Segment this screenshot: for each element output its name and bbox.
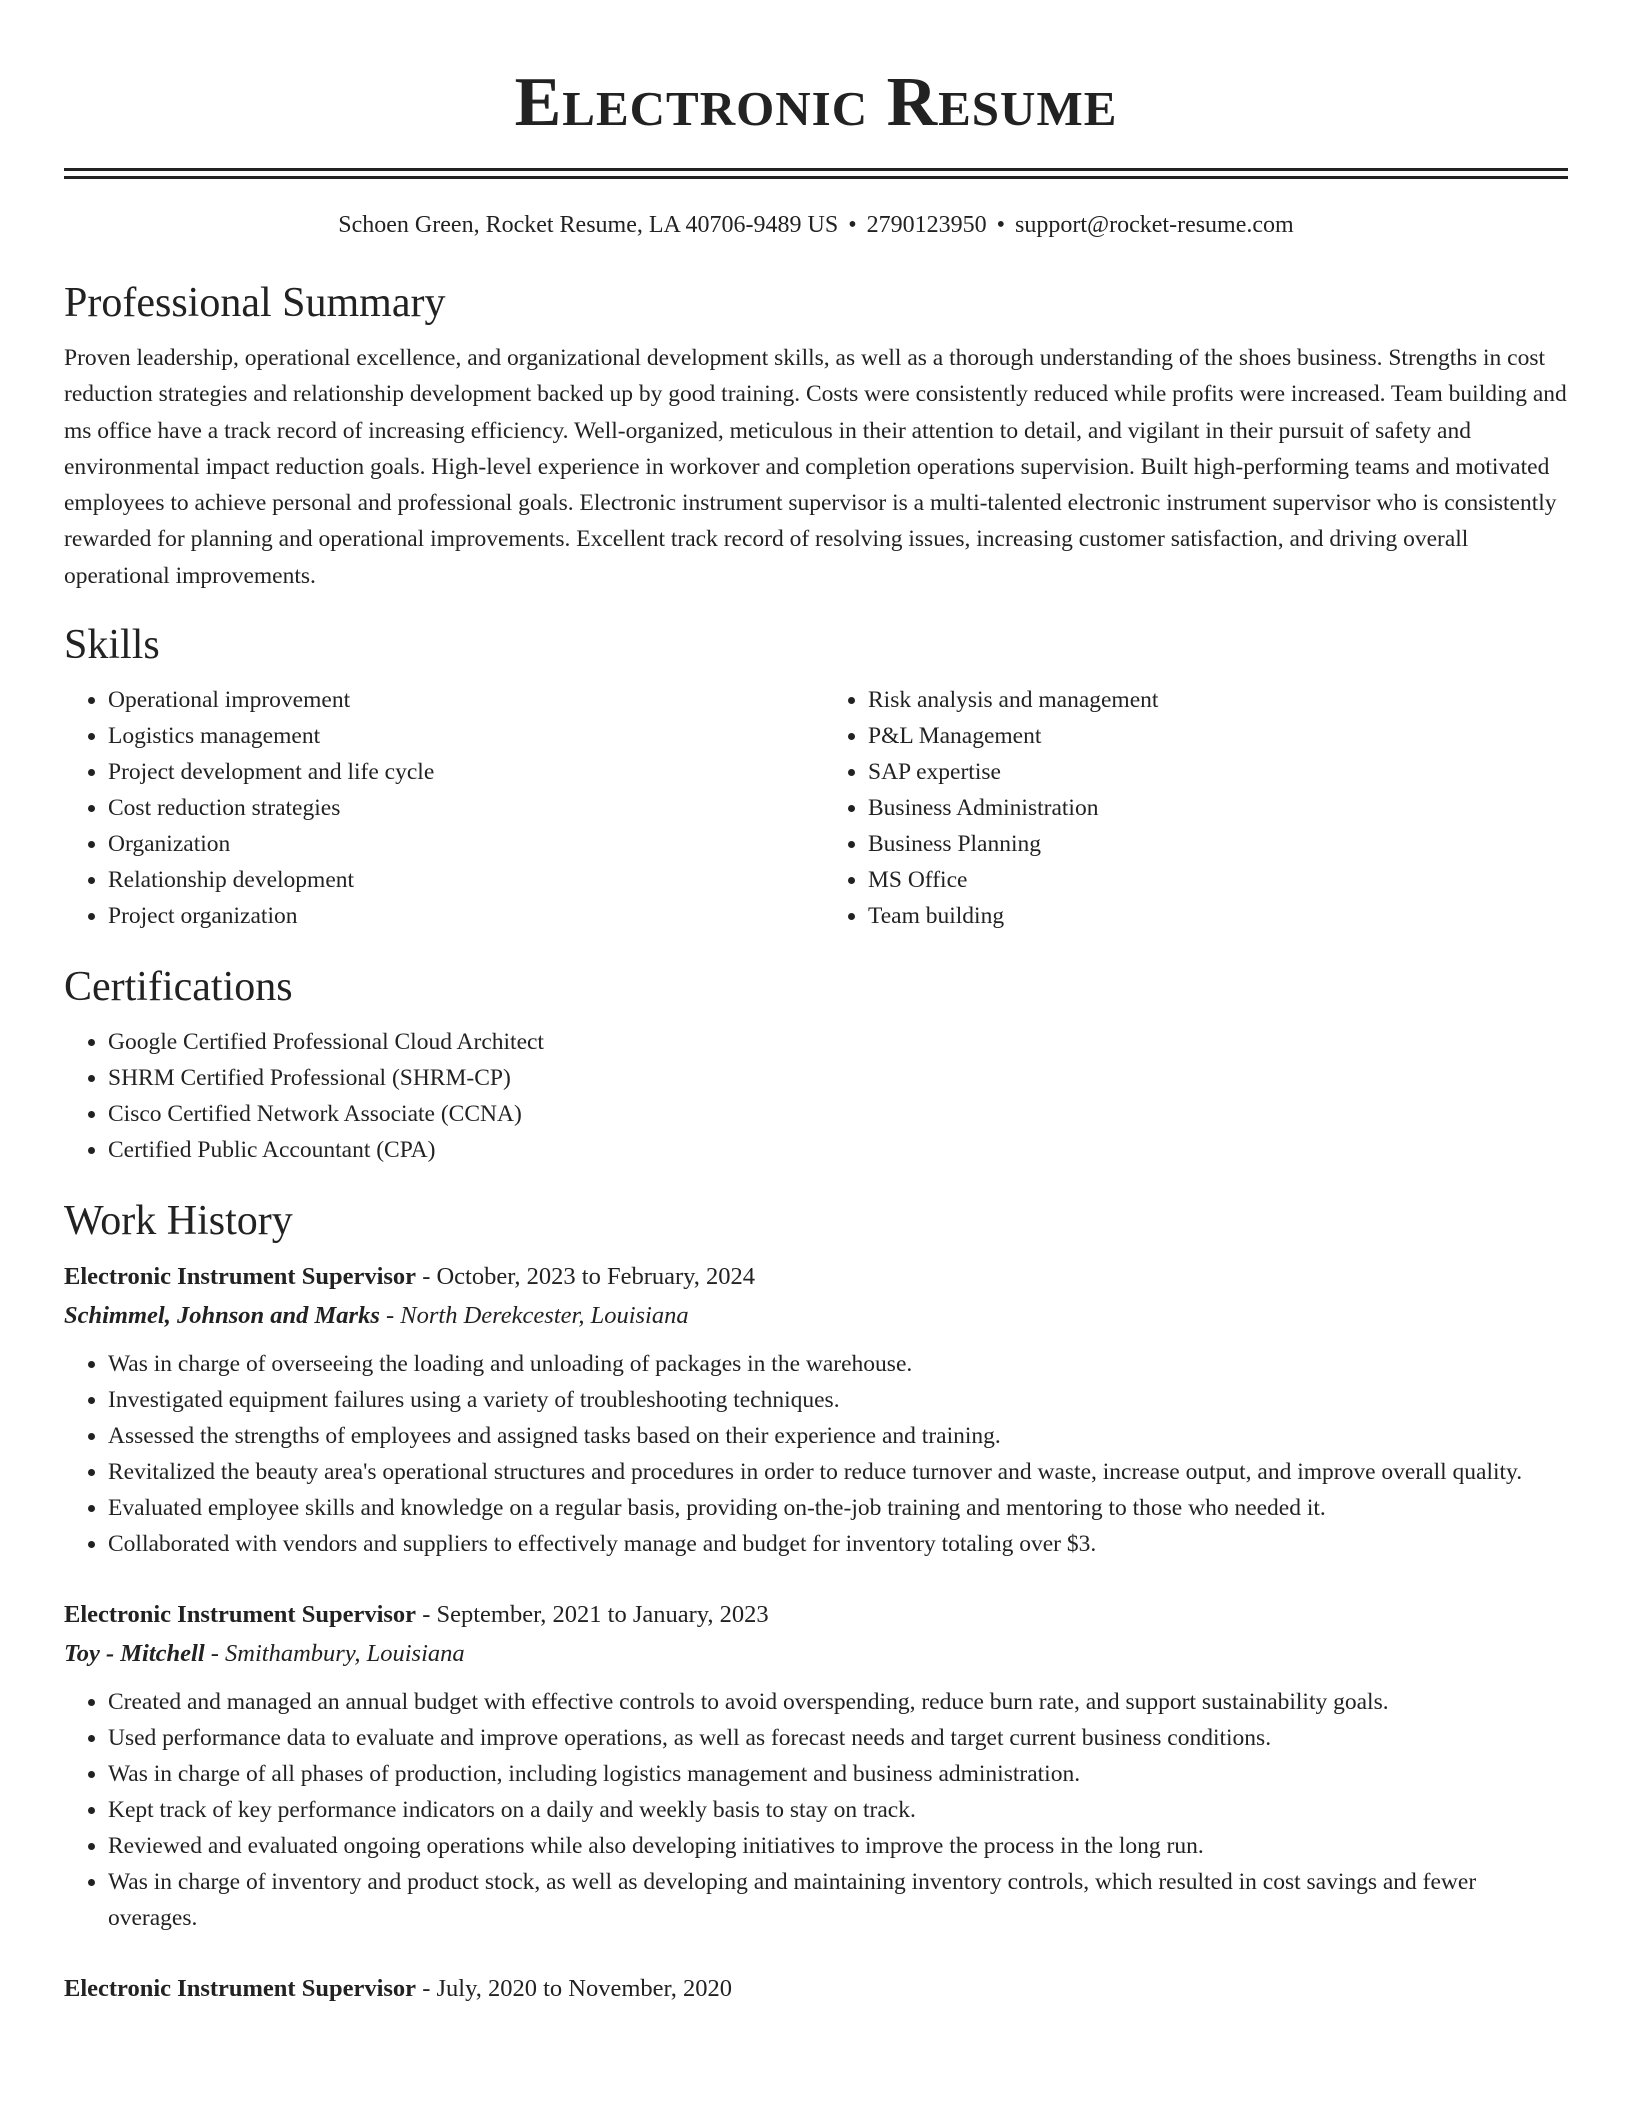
- job-duty: • Reviewed and evaluated ongoing operations while also developing initiatives to improve the process in the long run.: [108, 1828, 1568, 1864]
- job-title: Electronic Instrument Supervisor: [64, 1263, 417, 1291]
- job-duty: • Revitalized the beauty area's operational structures and procedures in order to reduce turnover and waste, increase output, and improve overall quality.: [108, 1454, 1568, 1490]
- skill-item: • Project organization: [108, 898, 816, 934]
- professional-summary-section: [64, 278, 1568, 594]
- job-duty: • Assessed the strengths of employees and assigned tasks based on their experience and training.: [108, 1418, 1568, 1454]
- skill-item: • Project development and life cycle: [108, 754, 816, 790]
- skill-item: • Business Planning: [868, 826, 1568, 862]
- job-title: Electronic Instrument Supervisor: [64, 1975, 417, 2003]
- job-entry: [64, 1970, 1568, 2008]
- job-duty: • Was in charge of all phases of production, including logistics management and business administration.: [108, 1756, 1568, 1792]
- certification-item: • SHRM Certified Professional (SHRM-CP): [108, 1060, 1568, 1096]
- skill-item: • MS Office: [868, 862, 1568, 898]
- skill-item: • Relationship development: [108, 862, 816, 898]
- work-history-section: [64, 1196, 1568, 2008]
- job-duty: • Investigated equipment failures using a variety of troubleshooting techniques.: [108, 1382, 1568, 1418]
- certification-item: • Certified Public Accountant (CPA): [108, 1132, 1568, 1168]
- job-duty: • Was in charge of inventory and product stock, as well as developing and maintaining inventory controls, which resulted in cost savings and fewer overages.: [108, 1864, 1568, 1936]
- job-dates: - October, 2023 to February, 2024: [422, 1263, 756, 1291]
- certifications-section: [64, 962, 1568, 1168]
- skills-grid: [64, 682, 1568, 934]
- contact-phone: 2790123950: [866, 212, 987, 238]
- skill-item: • Risk analysis and management: [868, 682, 1568, 718]
- skills-list-left: [64, 682, 816, 934]
- job-title-line: [64, 1596, 1568, 1634]
- section-heading: Work History: [64, 1198, 293, 1245]
- skill-item: • Cost reduction strategies: [108, 790, 816, 826]
- skill-item: • Organization: [108, 826, 816, 862]
- section-heading: Skills: [64, 622, 160, 669]
- contact-separator: •: [848, 212, 857, 238]
- skill-item: • SAP expertise: [868, 754, 1568, 790]
- title-double-rule: [64, 168, 1568, 179]
- contact-email: support@rocket-resume.com: [1015, 212, 1294, 238]
- section-heading: Certifications: [64, 964, 293, 1011]
- job-duties-list: [64, 1684, 1568, 1936]
- certification-item: • Google Certified Professional Cloud Architect: [108, 1024, 1568, 1060]
- job-duty: • Evaluated employee skills and knowledge on a regular basis, providing on-the-job training and mentoring to those who needed it.: [108, 1490, 1568, 1526]
- job-company-line: [64, 1296, 1568, 1336]
- skills-list-right: [816, 682, 1568, 934]
- contact-address: Schoen Green, Rocket Resume, LA 40706-9489 US: [338, 212, 839, 238]
- contact-line: [64, 210, 1568, 240]
- job-company-line: [64, 1634, 1568, 1674]
- job-title-line: [64, 1970, 1568, 2008]
- job-duty: • Kept track of key performance indicators on a daily and weekly basis to stay on track.: [108, 1792, 1568, 1828]
- job-duties-list: [64, 1346, 1568, 1562]
- job-company: Schimmel, Johnson and Marks: [64, 1302, 380, 1330]
- section-heading: Professional Summary: [64, 280, 446, 326]
- job-entry: [64, 1596, 1568, 1936]
- job-location: - North Derekcester, Louisiana: [386, 1302, 689, 1330]
- job-dates: - July, 2020 to November, 2020: [422, 1975, 732, 2003]
- job-duty: • Was in charge of overseeing the loading and unloading of packages in the warehouse.: [108, 1346, 1568, 1382]
- summary-text: Proven leadership, operational excellence, and organizational development skills, as well as a thorough understanding of the shoes business. Strengths in cost reduction strategies and relationship development backed up by good training. Costs were consistently reduced while profits were increased. Team building and ms office have a track record of increasing efficiency. Well-organized, meticulous in their attention to detail, and vigilant in their pursuit of safety and environmental impact reduction goals. High-level experience in workover and completion operations supervision. Built high-performing teams and motivated employees to achieve personal and professional goals. Electronic instrument supervisor is a multi-talented electronic instrument supervisor who is consistently rewarded for planning and operational improvements. Excellent track record of resolving issues, increasing customer satisfaction, and driving overall operational improvements.: [64, 345, 1567, 589]
- job-title-line: [64, 1258, 1568, 1296]
- job-company: Toy - Mitchell: [64, 1640, 205, 1668]
- skills-section: [64, 620, 1568, 934]
- skill-item: • Logistics management: [108, 718, 816, 754]
- job-title: Electronic Instrument Supervisor: [64, 1601, 417, 1629]
- certification-item: • Cisco Certified Network Associate (CCNA): [108, 1096, 1568, 1132]
- resume-title: Electronic Resume: [514, 64, 1118, 141]
- job-duty: • Created and managed an annual budget with effective controls to avoid overspending, reduce burn rate, and support sustainability goals.: [108, 1684, 1568, 1720]
- skill-item: • P&L Management: [868, 718, 1568, 754]
- certifications-list: [64, 1024, 1568, 1168]
- job-dates: - September, 2021 to January, 2023: [422, 1601, 769, 1629]
- skill-item: • Team building: [868, 898, 1568, 934]
- job-location: - Smithambury, Louisiana: [210, 1640, 465, 1668]
- contact-separator: •: [996, 212, 1006, 238]
- job-duty: • Collaborated with vendors and suppliers to effectively manage and budget for inventory totaling over $3.: [108, 1526, 1568, 1562]
- skill-item: • Operational improvement: [108, 682, 816, 718]
- job-duty: • Used performance data to evaluate and improve operations, as well as forecast needs and target current business conditions.: [108, 1720, 1568, 1756]
- skill-item: • Business Administration: [868, 790, 1568, 826]
- job-entry: [64, 1258, 1568, 1562]
